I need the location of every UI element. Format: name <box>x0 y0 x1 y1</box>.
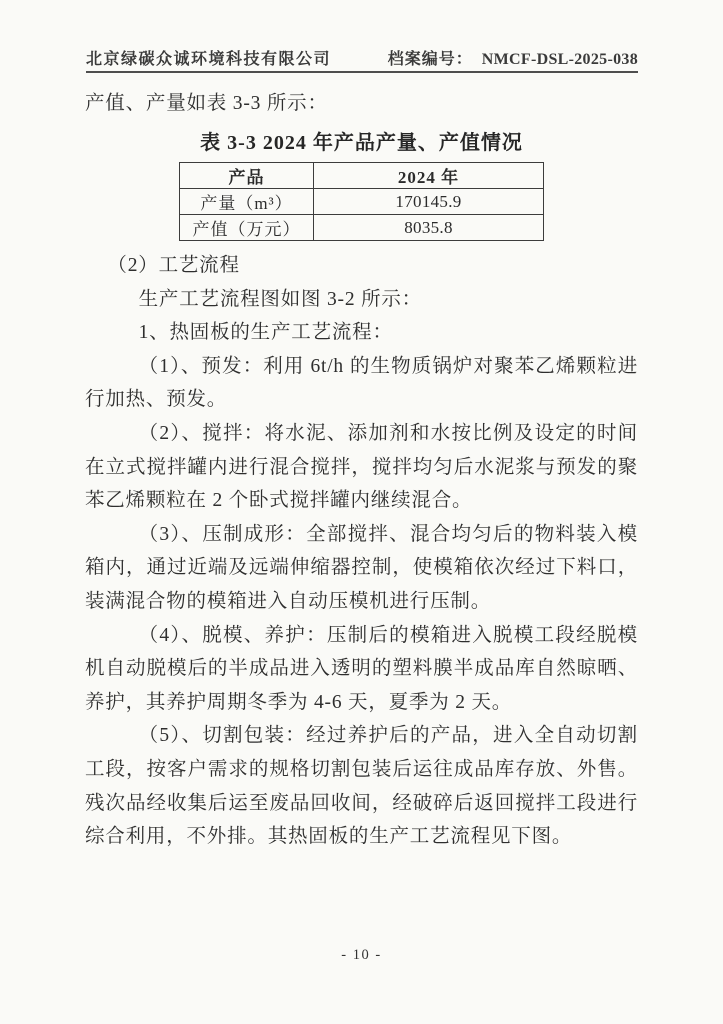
page-header <box>86 46 638 69</box>
archive-number-label: 档案编号： <box>387 51 473 68</box>
table-header-row <box>180 163 544 189</box>
table-cell-value-label: 产值（万元） <box>180 215 314 241</box>
header-rule <box>86 71 638 73</box>
page-number: - 10 - <box>341 947 382 963</box>
production-output-table <box>179 162 544 241</box>
paragraph-step-3-press-forming: （3）、压制成形：全部搅拌、混合均匀后的物料装入模箱内，通过近端及远端伸缩器控制，使模箱依次经过下料口，装满混合物的模箱进入自动压模机进行压制。 <box>85 523 638 612</box>
table-title: 表 3-3 2024 年产品产量、产值情况 <box>200 132 523 154</box>
section-heading-process-flow: （2）工艺流程 <box>107 255 240 276</box>
header-archive <box>388 46 638 69</box>
paragraph-step-2-mixing: （2）、搅拌：将水泥、添加剂和水按比例及设定的时间在立式搅拌罐内进行混合搅拌，搅拌均匀后水泥浆与预发的聚苯乙烯颗粒在 2 个卧式搅拌罐内继续混合。 <box>85 422 638 512</box>
table-header-year: 2024 年 <box>314 163 544 189</box>
table-cell-output-value: 170145.9 <box>314 189 544 215</box>
table-header-product: 产品 <box>180 163 314 189</box>
paragraph-step-1-prefoaming: （1）、预发：利用 6t/h 的生物质锅炉对聚苯乙烯颗粒进行加热、预发。 <box>85 355 638 411</box>
document-body <box>85 88 638 854</box>
intro-line: 产值、产量如表 3-3 所示： <box>85 93 328 114</box>
page-footer <box>0 946 723 964</box>
table-cell-value-value: 8035.8 <box>314 215 544 241</box>
paragraph-flow-chart-reference: 生产工艺流程图如图 3-2 所示： <box>138 288 422 310</box>
table-row-value <box>180 215 544 241</box>
paragraph-step-5-cutting-packaging: （5）、切割包装：经过养护后的产品，进入全自动切割工段，按客户需求的规格切割包装后运往成品库存放、外售。残次品经收集后运至废品回收间，经破碎后返回搅拌工段进行综合利用，不外排。其热固板的生产工艺流程见下图。 <box>85 725 638 848</box>
table-cell-output-label: 产量（m³） <box>180 189 314 215</box>
table-row-output <box>180 189 544 215</box>
archive-number-value: NMCF-DSL-2025-038 <box>481 51 638 68</box>
paragraph-thermoset-board-intro: 1、热固板的生产工艺流程： <box>138 322 393 344</box>
header-company-name: 北京绿碳众诚环境科技有限公司 <box>86 51 332 68</box>
paragraph-step-4-demolding-curing: （4）、脱模、养护：压制后的模箱进入脱模工段经脱模机自动脱模后的半成品进入透明的塑料膜半成品库自然晾晒、养护，其养护周期冬季为 4-6 天，夏季为 2 天。 <box>85 624 638 713</box>
